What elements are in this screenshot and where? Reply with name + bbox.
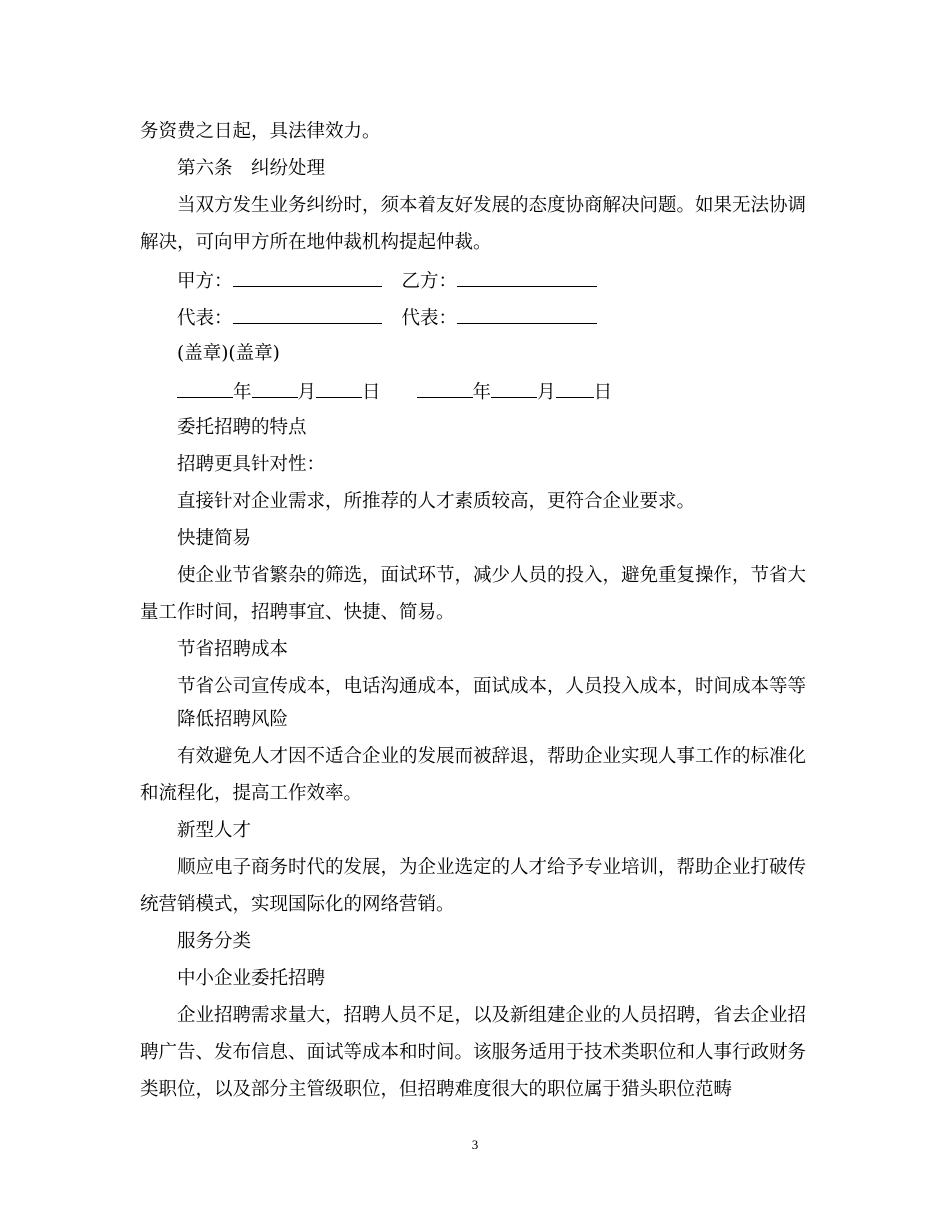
section-heading: 委托招聘的特点 [177, 417, 307, 438]
section-heading: 第六条 纠纷处理 [177, 158, 326, 179]
year-label: 年 [472, 382, 492, 403]
paragraph-line: 使企业节省繁杂的筛选，面试环节，减少人员的投入，避免重复操作，节省大 [177, 565, 807, 586]
paragraph-line: 解决，可向甲方所在地仲裁机构提起仲裁。 [140, 232, 492, 253]
subheading: 降低招聘风险 [177, 709, 289, 730]
month-blank [252, 379, 298, 398]
paragraph-line: 有效避免人才因不适合企业的发展而被辞退，帮助企业实现人事工作的标准化 [177, 746, 807, 767]
paragraph-line: 当双方发生业务纠纷时，须本着友好发展的态度协商解决问题。如果无法协调 [177, 195, 807, 216]
paragraph-line: 顺应电子商务时代的发展，为企业选定的人才给予专业培训，帮助企业打破传 [177, 857, 807, 878]
rep-a-label: 代表： [177, 308, 233, 329]
day-label: 日 [362, 382, 381, 403]
day-label: 日 [593, 382, 613, 403]
party-a-label: 甲方： [177, 271, 233, 292]
paragraph-line: 务资费之日起，具法律效力。 [140, 121, 381, 142]
rep-b-blank [457, 305, 597, 324]
paragraph-line: 和流程化，提高工作效率。 [140, 783, 363, 804]
paragraph-line: 量工作时间，招聘事宜、快捷、简易。 [140, 602, 455, 623]
party-b-blank [457, 268, 597, 287]
month-blank [491, 379, 537, 398]
month-label: 月 [297, 382, 317, 403]
paragraph-line: 类职位，以及部分主管级职位，但招聘难度很大的职位属于猎头职位范畴 [140, 1079, 733, 1100]
party-a-blank [233, 268, 382, 287]
signature-row-parties [177, 268, 857, 294]
subheading: 快捷简易 [177, 528, 252, 549]
rep-a-blank [233, 305, 382, 324]
year-blank [177, 379, 233, 398]
subheading: 节省招聘成本 [177, 639, 289, 660]
paragraph-line: 节省公司宣传成本，电话沟通成本，面试成本，人员投入成本，时间成本等等 [177, 676, 807, 697]
paragraph-line: 聘广告、发布信息、面试等成本和时间。该服务适用于技术类职位和人事行政财务 [140, 1042, 807, 1063]
paragraph-line: 企业招聘需求量大，招聘人员不足，以及新组建企业的人员招聘，省去企业招 [177, 1005, 807, 1026]
subheading: 中小企业委托招聘 [177, 968, 326, 989]
signature-row-representatives [177, 305, 857, 331]
section-heading: 服务分类 [177, 931, 252, 952]
paragraph-line: 直接针对企业需求，所推荐的人才素质较高，更符合企业要求。 [177, 491, 696, 512]
page-number: 3 [471, 1137, 479, 1152]
year-label: 年 [233, 382, 252, 403]
paragraph-line: 统营销模式，实现国际化的网络营销。 [140, 894, 455, 915]
rep-b-label: 代表： [401, 308, 458, 329]
subheading: 招聘更具针对性： [177, 454, 326, 475]
party-b-label: 乙方： [401, 271, 458, 292]
day-blank [316, 379, 362, 398]
year-blank [417, 379, 473, 398]
date-row [177, 379, 857, 405]
day-blank [556, 379, 594, 398]
month-label: 月 [537, 382, 556, 403]
seal-label: (盖章)(盖章) [177, 343, 280, 364]
subheading: 新型人才 [177, 820, 252, 841]
